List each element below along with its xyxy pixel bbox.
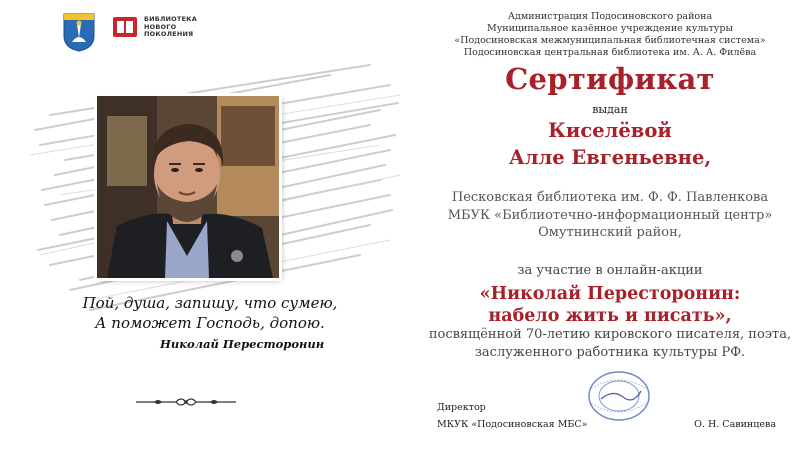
portrait-photo — [97, 96, 279, 278]
quote-author: Николай Пересторонин — [160, 337, 325, 351]
recipient-name — [420, 117, 800, 171]
library-logo-line: БИБЛИОТЕКА — [144, 15, 197, 23]
institution-line: Песковская библиотека им. Ф. Ф. Павленкова — [451, 190, 769, 205]
quote-line: А поможет Господь, допою. — [95, 314, 325, 332]
portrait-image — [97, 96, 279, 278]
event-line: «Николай Пересторонин: — [479, 284, 741, 304]
issued-label: выдан — [592, 103, 628, 116]
library-logo-line: НОВОГО — [144, 22, 177, 31]
event-title — [420, 283, 800, 327]
institution-line: МБУК «Библиотечно-информационный центр» — [447, 207, 773, 223]
organization-line: Администрация Подосиновского района — [507, 11, 713, 22]
dedication-line: заслуженного работника культуры РФ. — [474, 344, 746, 360]
recipient-line: Алле Евгеньевне, — [508, 146, 712, 169]
poem-quote — [70, 293, 350, 351]
library-logo-text — [144, 16, 197, 39]
director-name: О. Н. Савинцева — [694, 419, 776, 430]
official-stamp-icon — [583, 369, 655, 424]
open-book-icon — [112, 16, 138, 38]
library-logo-line: ПОКОЛЕНИЯ — [144, 30, 194, 38]
organization-line: «Подосиновская межмуниципальная библиотечная система» — [454, 35, 766, 46]
organization-line: Муниципальное казённое учреждение культуры — [486, 23, 734, 34]
ornament-divider-icon — [134, 395, 238, 409]
dedication-text — [420, 326, 800, 361]
coat-of-arms-icon — [62, 12, 96, 52]
director-role: Директор — [437, 402, 486, 413]
event-line: набело жить и писать», — [488, 306, 732, 326]
recipient-institution — [420, 189, 800, 242]
institution-line: Омутнинский район, — [538, 225, 682, 240]
participation-text: за участие в онлайн-акции — [517, 263, 703, 278]
organization-line: Подосиновская центральная библиотека им. А. А. Филёва — [463, 47, 757, 58]
certificate-title: Сертификат — [505, 62, 715, 96]
organization-header — [420, 11, 800, 59]
quote-line: Пой, душа, запишу, что сумею, — [82, 294, 338, 312]
library-logo — [112, 16, 197, 39]
dedication-line: посвящённой 70-летию кировского писателя, поэта, — [428, 327, 792, 342]
director-organization: МКУК «Подосиновская МБС» — [437, 419, 588, 430]
recipient-line: Киселёвой — [548, 119, 672, 142]
